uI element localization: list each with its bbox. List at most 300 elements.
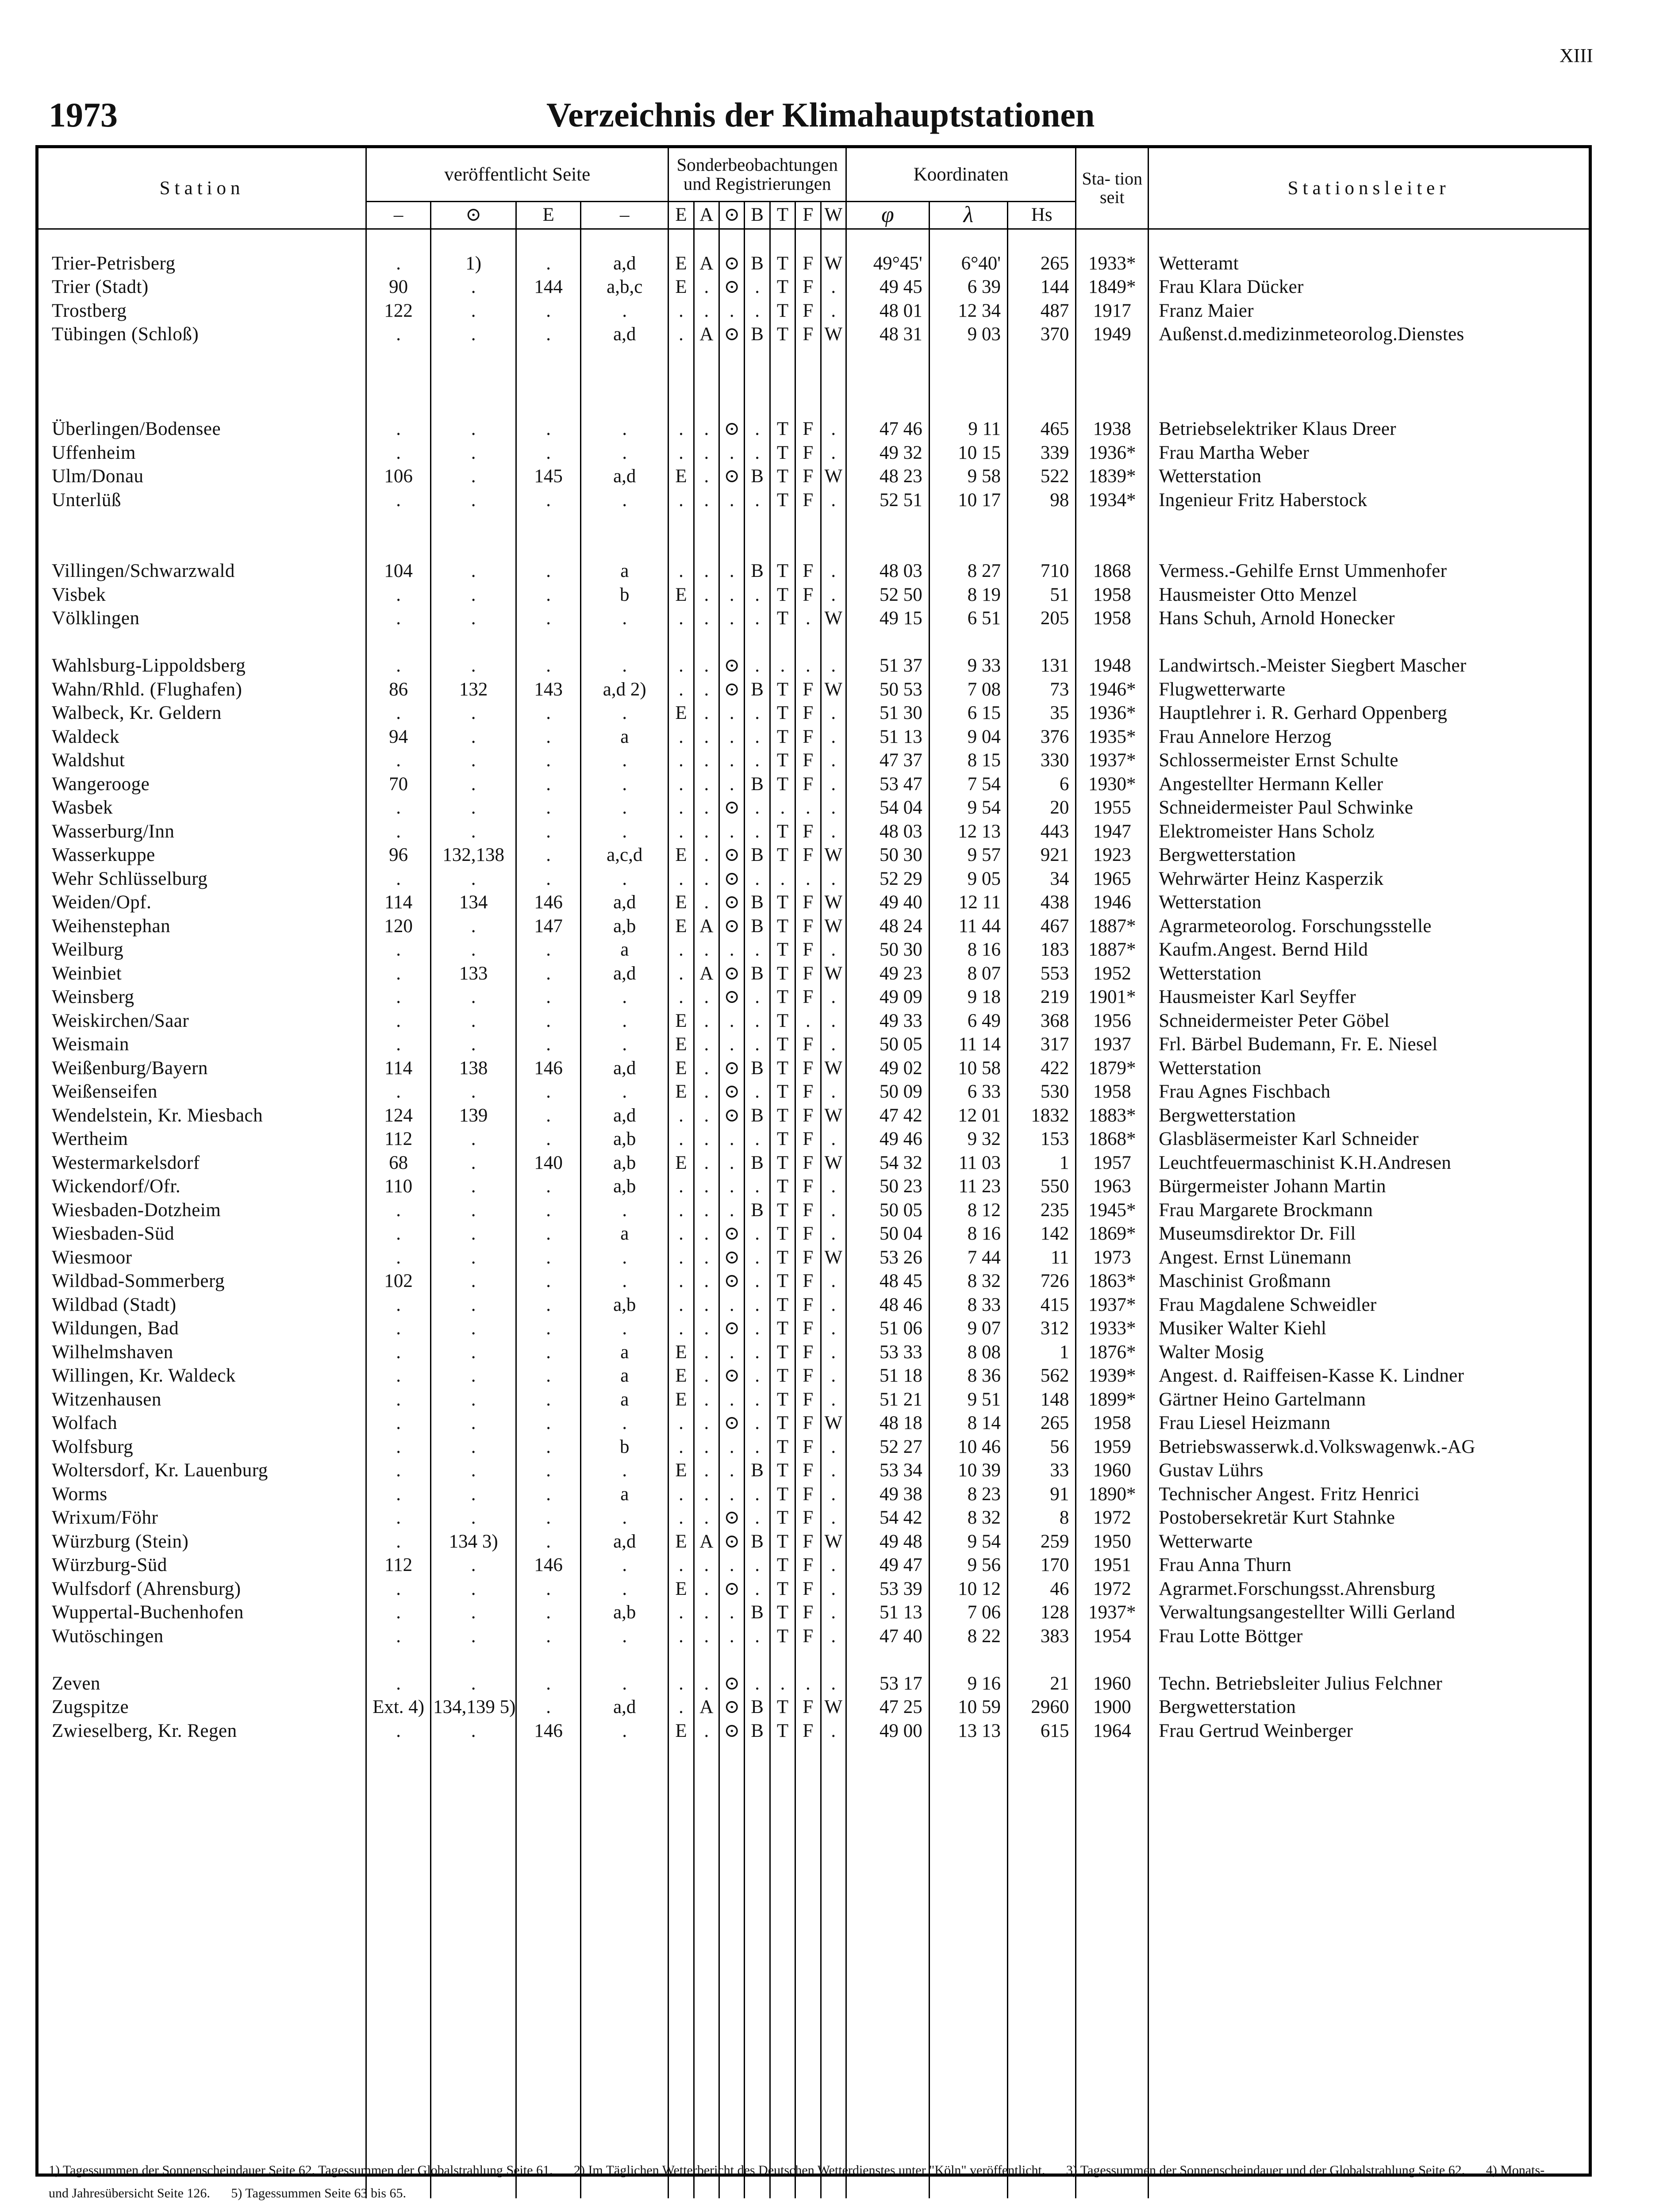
table-cell: . xyxy=(719,1127,745,1151)
table-cell: 106 xyxy=(366,465,431,488)
table-cell: . xyxy=(821,1175,846,1198)
station-name: Wiesmoor xyxy=(52,1247,132,1268)
table-cell: . xyxy=(431,654,516,678)
table-cell: . xyxy=(719,488,745,512)
table-cell: . xyxy=(431,1482,516,1506)
table-cell: . xyxy=(821,1222,846,1246)
coordinate-cell: 8 33 xyxy=(929,1293,1007,1317)
table-cell: . xyxy=(668,1553,694,1577)
spacer-cell xyxy=(431,370,516,394)
table-cell: ⊙ xyxy=(719,1672,745,1696)
table-row xyxy=(38,299,1589,323)
table-cell: . xyxy=(694,1577,719,1601)
table-cell: F xyxy=(795,1506,821,1530)
table-cell: ⊙ xyxy=(719,275,745,299)
coordinate-cell: 48 03 xyxy=(846,820,929,844)
coordinate-cell: 49 40 xyxy=(846,891,929,914)
station-name: Wildungen, Bad xyxy=(52,1318,179,1339)
station-name: Würzburg-Süd xyxy=(52,1555,167,1576)
coordinate-cell: 53 26 xyxy=(846,1246,929,1270)
coordinate-cell: 8 12 xyxy=(929,1198,1007,1222)
spacer-cell xyxy=(366,630,431,654)
coordinate-cell: 530 xyxy=(1008,1080,1076,1104)
table-cell: . xyxy=(516,1246,581,1270)
spacer-cell xyxy=(846,370,929,394)
table-cell: . xyxy=(581,1719,668,1743)
table-cell: F xyxy=(795,725,821,749)
table-cell: 1957 xyxy=(1076,1151,1148,1175)
footnote: 3) Tagessummen der Sonnenscheindauer und der Globalstrahlung Seite 62. xyxy=(1066,2163,1465,2177)
station-leader: Bergwetterstation xyxy=(1148,843,1589,867)
coordinate-cell: 6°40' xyxy=(929,252,1007,276)
table-cell: T xyxy=(770,1411,795,1435)
coordinate-cell: 415 xyxy=(1008,1293,1076,1317)
station-leader: Kaufm.Angest. Bernd Hild xyxy=(1148,938,1589,962)
spacer-cell xyxy=(745,512,770,536)
spacer-row xyxy=(38,536,1589,560)
table-cell: W xyxy=(821,891,846,914)
coordinate-cell: 51 13 xyxy=(846,1601,929,1624)
coordinate-cell: 259 xyxy=(1008,1530,1076,1554)
table-cell: 1937* xyxy=(1076,1293,1148,1317)
station-leader: Wetterstation xyxy=(1148,962,1589,986)
table-row xyxy=(38,441,1589,465)
table-cell: . xyxy=(516,654,581,678)
coordinate-cell: 368 xyxy=(1008,1009,1076,1033)
table-cell: . xyxy=(821,1293,846,1317)
table-cell: . xyxy=(745,1672,770,1696)
table-cell: . xyxy=(581,701,668,725)
spacer-cell xyxy=(1076,1648,1148,1672)
table-cell: B xyxy=(745,252,770,276)
spacer-cell xyxy=(929,370,1007,394)
table-cell: . xyxy=(821,488,846,512)
coordinate-cell: 8 07 xyxy=(929,962,1007,986)
table-cell: . xyxy=(694,1672,719,1696)
table-cell: . xyxy=(694,559,719,583)
table-row xyxy=(38,678,1589,702)
table-cell: . xyxy=(668,1269,694,1293)
table-cell: . xyxy=(668,1198,694,1222)
table-cell: . xyxy=(668,441,694,465)
coordinate-cell: 33 xyxy=(1008,1459,1076,1482)
table-cell: . xyxy=(745,1080,770,1104)
spacer-cell xyxy=(846,1743,929,2198)
table-cell: . xyxy=(516,1033,581,1056)
table-row xyxy=(38,1530,1589,1554)
table-cell: a,d xyxy=(581,962,668,986)
table-cell: . xyxy=(821,1506,846,1530)
table-cell: . xyxy=(745,1364,770,1388)
spacer-row xyxy=(38,229,1589,252)
spacer-cell xyxy=(38,1648,366,1672)
table-cell: . xyxy=(694,1246,719,1270)
table-cell: b xyxy=(581,583,668,607)
spacer-cell xyxy=(795,229,821,252)
table-cell: . xyxy=(581,1317,668,1340)
table-cell: . xyxy=(821,867,846,891)
table-cell: . xyxy=(431,1506,516,1530)
table-cell: . xyxy=(366,796,431,820)
table-cell: A xyxy=(694,1530,719,1554)
coordinate-cell: 21 xyxy=(1008,1672,1076,1696)
station-leader: Hausmeister Karl Seyffer xyxy=(1148,985,1589,1009)
table-cell: 94 xyxy=(366,725,431,749)
spacer-cell xyxy=(1008,370,1076,394)
spacer-cell xyxy=(719,512,745,536)
table-row xyxy=(38,1198,1589,1222)
spacer-cell xyxy=(929,229,1007,252)
table-cell: T xyxy=(770,323,795,346)
table-cell: ⊙ xyxy=(719,843,745,867)
table-cell: . xyxy=(516,938,581,962)
table-cell: B xyxy=(745,843,770,867)
table-cell: 1883* xyxy=(1076,1104,1148,1128)
spacer-cell xyxy=(1148,1743,1589,2198)
coordinate-cell: 10 15 xyxy=(929,441,1007,465)
table-cell: T xyxy=(770,1317,795,1340)
spacer-cell xyxy=(581,536,668,560)
table-cell: ⊙ xyxy=(719,1577,745,1601)
table-cell: 104 xyxy=(366,559,431,583)
coordinate-cell: 52 29 xyxy=(846,867,929,891)
table-cell: . xyxy=(821,701,846,725)
table-cell: . xyxy=(516,441,581,465)
table-cell: W xyxy=(821,1104,846,1128)
coordinate-cell: 235 xyxy=(1008,1198,1076,1222)
table-cell: 1938 xyxy=(1076,417,1148,441)
table-cell: T xyxy=(770,583,795,607)
table-cell: . xyxy=(366,1293,431,1317)
coordinate-cell: 8 19 xyxy=(929,583,1007,607)
coordinate-cell: 11 23 xyxy=(929,1175,1007,1198)
table-cell: F xyxy=(795,1293,821,1317)
table-cell: . xyxy=(431,938,516,962)
spacer-cell xyxy=(581,512,668,536)
table-cell: 147 xyxy=(516,914,581,938)
spacer-cell xyxy=(1148,512,1589,536)
table-cell: . xyxy=(581,1553,668,1577)
table-cell: . xyxy=(821,1435,846,1459)
station-leader: Vermess.-Gehilfe Ernst Ummenhofer xyxy=(1148,559,1589,583)
spacer-cell xyxy=(516,1648,581,1672)
table-cell: . xyxy=(770,654,795,678)
table-cell: . xyxy=(366,1459,431,1482)
table-cell: W xyxy=(821,914,846,938)
table-cell: . xyxy=(745,1293,770,1317)
coordinate-cell: 50 23 xyxy=(846,1175,929,1198)
table-cell: . xyxy=(719,1340,745,1364)
coordinate-cell: 330 xyxy=(1008,749,1076,772)
table-cell: . xyxy=(516,252,581,276)
spacer-cell xyxy=(795,512,821,536)
spacer-cell xyxy=(929,346,1007,370)
table-cell: . xyxy=(431,1624,516,1648)
table-cell: . xyxy=(745,1506,770,1530)
table-cell: A xyxy=(694,962,719,986)
table-cell: . xyxy=(694,796,719,820)
spacer-cell xyxy=(366,394,431,418)
table-row xyxy=(38,938,1589,962)
station-leader: Musiker Walter Kiehl xyxy=(1148,1317,1589,1340)
table-cell: T xyxy=(770,914,795,938)
station-leader: Bergwetterstation xyxy=(1148,1104,1589,1128)
table-cell: . xyxy=(668,749,694,772)
table-cell: . xyxy=(745,1269,770,1293)
table-cell: 1964 xyxy=(1076,1719,1148,1743)
table-cell: 1952 xyxy=(1076,962,1148,986)
station-leader: Wetterstation xyxy=(1148,1056,1589,1080)
table-cell: T xyxy=(770,1459,795,1482)
table-cell: . xyxy=(366,1222,431,1246)
table-cell: . xyxy=(366,1340,431,1364)
spacer-cell xyxy=(770,370,795,394)
table-cell: . xyxy=(581,1246,668,1270)
spacer-cell xyxy=(516,346,581,370)
table-cell: . xyxy=(668,962,694,986)
header-special-col: W xyxy=(821,201,846,229)
spacer-cell xyxy=(795,370,821,394)
coordinate-cell: 7 54 xyxy=(929,772,1007,796)
table-cell: . xyxy=(516,1459,581,1482)
coordinate-cell: 550 xyxy=(1008,1175,1076,1198)
table-cell: . xyxy=(668,1672,694,1696)
table-cell: F xyxy=(795,1719,821,1743)
spacer-cell xyxy=(1008,512,1076,536)
table-row xyxy=(38,1080,1589,1104)
table-cell: T xyxy=(770,1388,795,1412)
spacer-cell xyxy=(366,370,431,394)
station-name: Wertheim xyxy=(52,1129,128,1150)
table-cell: F xyxy=(795,962,821,986)
table-cell: . xyxy=(516,1435,581,1459)
table-cell: W xyxy=(821,1151,846,1175)
coordinate-cell: 8 15 xyxy=(929,749,1007,772)
table-cell: . xyxy=(516,1222,581,1246)
table-cell: . xyxy=(366,1601,431,1624)
table-cell: . xyxy=(581,1411,668,1435)
table-row xyxy=(38,583,1589,607)
table-cell: . xyxy=(668,299,694,323)
table-cell: a,d xyxy=(581,891,668,914)
table-row xyxy=(38,1672,1589,1696)
table-cell: 1869* xyxy=(1076,1222,1148,1246)
table-cell: . xyxy=(581,796,668,820)
table-cell: T xyxy=(770,1246,795,1270)
table-cell: . xyxy=(745,1577,770,1601)
table-cell: T xyxy=(770,275,795,299)
table-cell: . xyxy=(581,772,668,796)
year: 1973 xyxy=(49,96,118,134)
table-cell: . xyxy=(821,1340,846,1364)
table-cell: . xyxy=(694,749,719,772)
table-row xyxy=(38,1624,1589,1648)
table-cell: . xyxy=(516,1624,581,1648)
spacer-cell xyxy=(366,229,431,252)
table-cell: . xyxy=(668,1317,694,1340)
table-row xyxy=(38,891,1589,914)
spacer-cell xyxy=(821,1648,846,1672)
station-name: Weilburg xyxy=(52,939,124,960)
table-cell: 134,139 5) xyxy=(431,1695,516,1719)
coordinate-cell: 54 04 xyxy=(846,796,929,820)
table-cell: T xyxy=(770,1127,795,1151)
table-cell: F xyxy=(795,820,821,844)
table-cell: . xyxy=(431,1127,516,1151)
coordinate-cell: 339 xyxy=(1008,441,1076,465)
table-cell: B xyxy=(745,1104,770,1128)
table-cell: . xyxy=(719,1009,745,1033)
coordinate-cell: 9 05 xyxy=(929,867,1007,891)
table-cell: . xyxy=(581,417,668,441)
table-cell: . xyxy=(694,1104,719,1128)
table-cell: . xyxy=(516,488,581,512)
table-cell: . xyxy=(821,1719,846,1743)
spacer-cell xyxy=(516,512,581,536)
station-leader: Frau Margarete Brockmann xyxy=(1148,1198,1589,1222)
spacer-cell xyxy=(516,229,581,252)
spacer-cell xyxy=(366,536,431,560)
station-leader: Bergwetterstation xyxy=(1148,1695,1589,1719)
table-cell: . xyxy=(719,1624,745,1648)
coordinate-cell: 98 xyxy=(1008,488,1076,512)
coordinate-cell: 49°45' xyxy=(846,252,929,276)
footnote: 5) Tagessummen Seite 63 bis 65. xyxy=(231,2186,407,2200)
table-cell: 140 xyxy=(516,1151,581,1175)
table-cell: E xyxy=(668,1459,694,1482)
table-cell: 133 xyxy=(431,962,516,986)
table-cell: . xyxy=(516,1577,581,1601)
spacer-cell xyxy=(770,512,795,536)
table-cell: 1960 xyxy=(1076,1672,1148,1696)
table-cell: . xyxy=(821,1080,846,1104)
table-cell: . xyxy=(581,867,668,891)
station-leader: Verwaltungsangestellter Willi Gerland xyxy=(1148,1601,1589,1624)
station-name: Würzburg (Stein) xyxy=(52,1531,189,1552)
table-cell: . xyxy=(745,488,770,512)
table-row xyxy=(38,1577,1589,1601)
table-header xyxy=(38,148,1589,229)
table-row xyxy=(38,1364,1589,1388)
table-cell: . xyxy=(821,275,846,299)
spacer-cell xyxy=(581,1648,668,1672)
table-cell: E xyxy=(668,1340,694,1364)
table-cell: a,b xyxy=(581,1601,668,1624)
spacer-cell xyxy=(821,512,846,536)
table-cell: . xyxy=(694,1127,719,1151)
spacer-cell xyxy=(581,229,668,252)
table-cell: . xyxy=(431,867,516,891)
coordinate-cell: 49 23 xyxy=(846,962,929,986)
table-cell: . xyxy=(431,1317,516,1340)
table-cell: T xyxy=(770,1435,795,1459)
table-cell: ⊙ xyxy=(719,867,745,891)
station-leader: Walter Mosig xyxy=(1148,1340,1589,1364)
header-special-col: ⊙ xyxy=(719,201,745,229)
table-cell: F xyxy=(795,1577,821,1601)
coordinate-cell: 153 xyxy=(1008,1127,1076,1151)
table-cell: W xyxy=(821,252,846,276)
coordinate-cell: 50 53 xyxy=(846,678,929,702)
station-leader: Technischer Angest. Fritz Henrici xyxy=(1148,1482,1589,1506)
header-station: Station xyxy=(38,148,366,229)
table-cell: . xyxy=(745,1435,770,1459)
coordinate-cell: 8 08 xyxy=(929,1340,1007,1364)
table-cell: T xyxy=(770,1482,795,1506)
table-cell: . xyxy=(694,1719,719,1743)
table-cell: . xyxy=(821,1317,846,1340)
spacer-cell xyxy=(719,536,745,560)
table-cell: 1958 xyxy=(1076,583,1148,607)
station-leader: Bürgermeister Johann Martin xyxy=(1148,1175,1589,1198)
spacer-cell xyxy=(38,512,366,536)
coordinate-cell: 51 18 xyxy=(846,1364,929,1388)
table-cell: . xyxy=(795,607,821,630)
coordinate-cell: 49 33 xyxy=(846,1009,929,1033)
table-cell: . xyxy=(516,1364,581,1388)
table-cell: . xyxy=(516,1530,581,1554)
coordinate-cell: 50 30 xyxy=(846,938,929,962)
spacer-cell xyxy=(1148,394,1589,418)
station-name: Zeven xyxy=(52,1673,100,1694)
station-leader: Außenst.d.medizinmeteorolog.Dienstes xyxy=(1148,323,1589,346)
table-row xyxy=(38,1459,1589,1482)
table-row xyxy=(38,465,1589,488)
table-cell: . xyxy=(694,275,719,299)
station-name: Weißenseifen xyxy=(52,1081,157,1102)
coordinate-cell: 51 06 xyxy=(846,1317,929,1340)
table-cell: . xyxy=(366,1672,431,1696)
table-cell: 1935* xyxy=(1076,725,1148,749)
table-cell: W xyxy=(821,1246,846,1270)
station-name: Weiden/Opf. xyxy=(52,892,152,913)
table-cell: . xyxy=(516,417,581,441)
table-cell: E xyxy=(668,1530,694,1554)
table-cell: . xyxy=(821,725,846,749)
table-cell: . xyxy=(581,1009,668,1033)
table-cell: F xyxy=(795,1340,821,1364)
station-leader: Leuchtfeuermaschinist K.H.Andresen xyxy=(1148,1151,1589,1175)
coordinate-cell: 1 xyxy=(1008,1340,1076,1364)
table-cell: 1933* xyxy=(1076,252,1148,276)
table-cell: E xyxy=(668,891,694,914)
table-row xyxy=(38,275,1589,299)
table-cell: T xyxy=(770,1719,795,1743)
table-cell: . xyxy=(366,1317,431,1340)
header-lambda: λ xyxy=(929,201,1007,229)
table-cell: 144 xyxy=(516,275,581,299)
spacer-cell xyxy=(516,394,581,418)
table-cell: . xyxy=(719,1151,745,1175)
table-cell: . xyxy=(694,1317,719,1340)
table-cell: . xyxy=(431,1246,516,1270)
station-name: Wehr Schlüsselburg xyxy=(52,868,208,889)
table-cell: F xyxy=(795,1198,821,1222)
table-cell: . xyxy=(821,1672,846,1696)
table-cell: . xyxy=(516,843,581,867)
table-cell: . xyxy=(694,867,719,891)
station-leader: Frau Anna Thurn xyxy=(1148,1553,1589,1577)
coordinate-cell: 47 37 xyxy=(846,749,929,772)
table-cell: . xyxy=(694,772,719,796)
table-cell: . xyxy=(366,654,431,678)
table-cell: 146 xyxy=(516,1553,581,1577)
coordinate-cell: 11 03 xyxy=(929,1151,1007,1175)
table-cell: 1839* xyxy=(1076,465,1148,488)
spacer-cell xyxy=(431,1743,516,2198)
spacer-cell xyxy=(38,630,366,654)
spacer-cell xyxy=(366,512,431,536)
